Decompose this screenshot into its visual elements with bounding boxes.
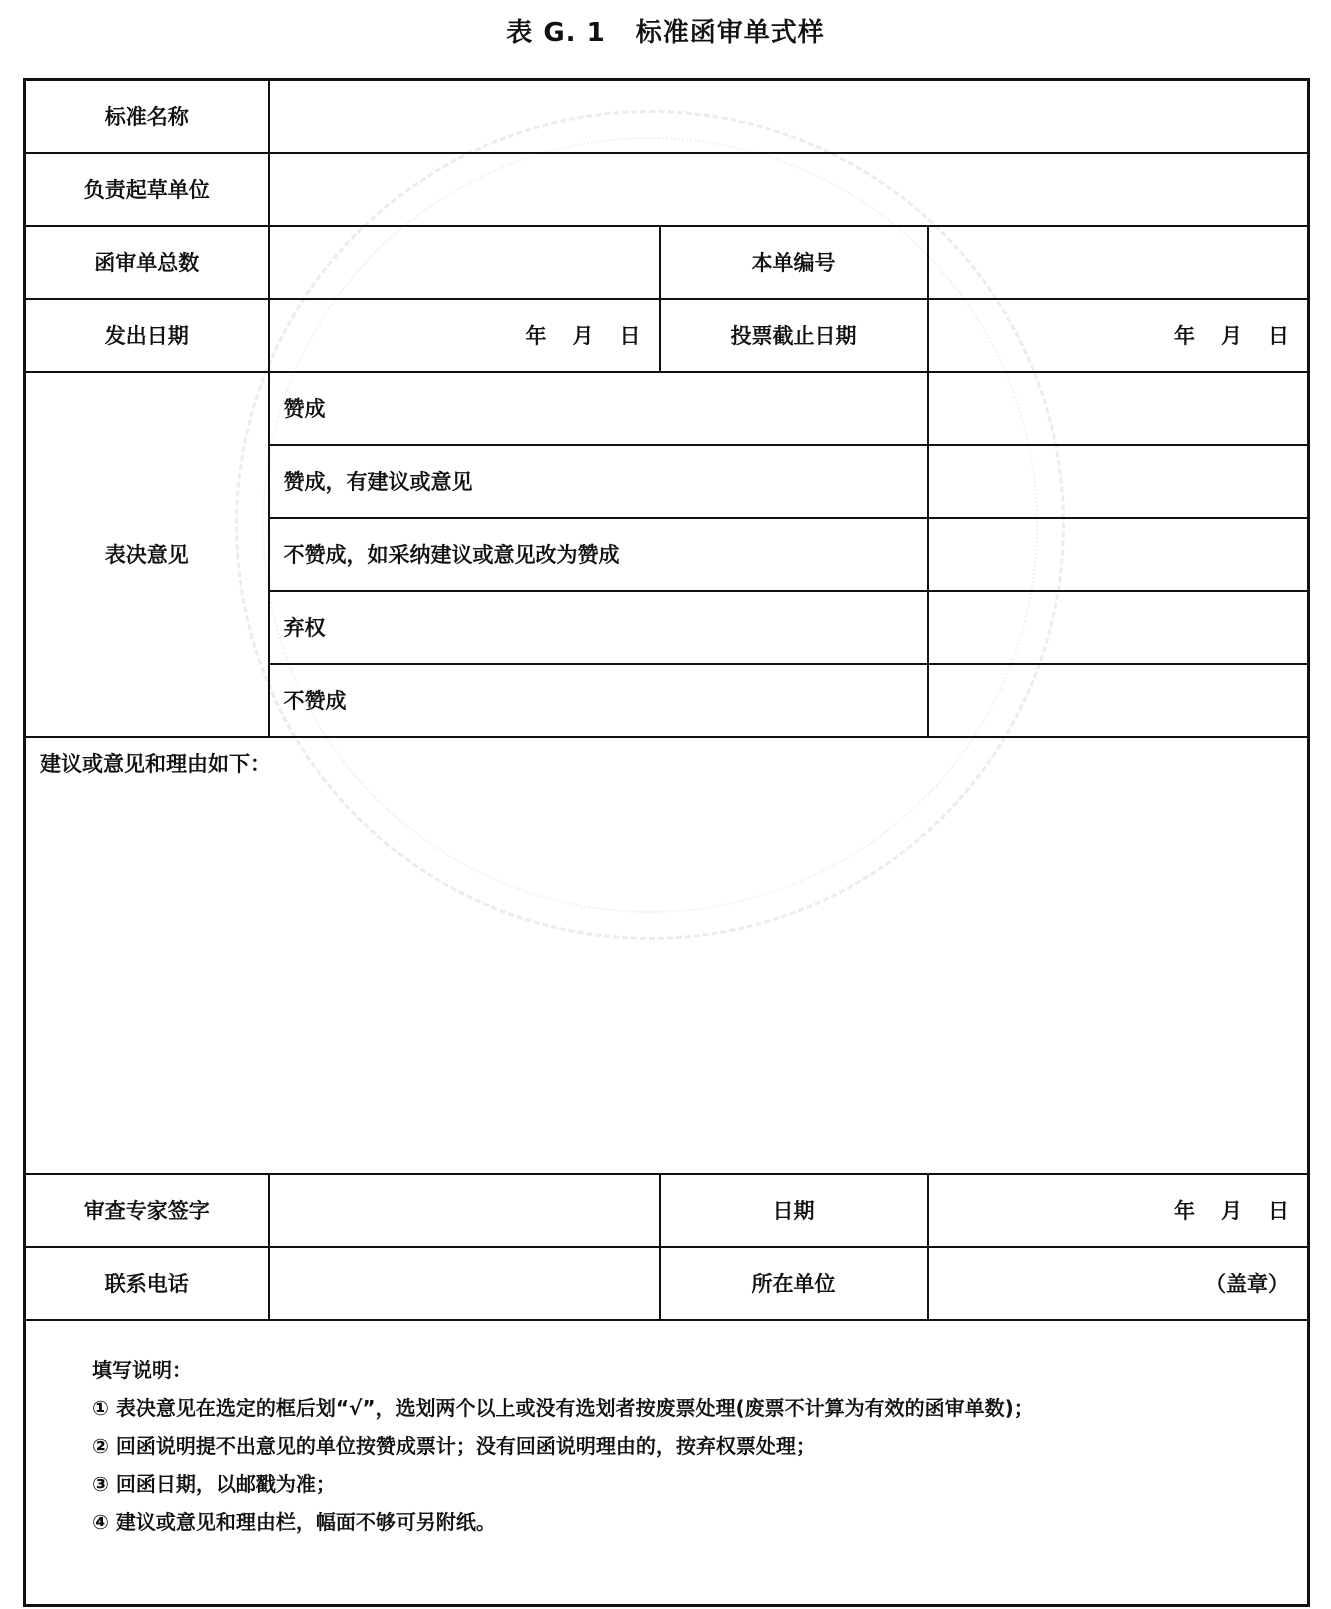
vote-option-disapprove: 不赞成: [269, 664, 928, 737]
standard-name-field[interactable]: [269, 80, 1309, 153]
phone-field[interactable]: [269, 1247, 660, 1320]
issue-year-label: 年: [525, 324, 547, 348]
drafting-unit-label: 负责起草单位: [25, 153, 269, 226]
issue-month-label: 月: [572, 324, 594, 348]
instructions-section: [25, 1320, 1309, 1606]
opinion-field[interactable]: [25, 737, 1309, 1174]
instruction-item: ③ 回函日期，以邮戳为准；: [92, 1471, 336, 1496]
vote-checkbox-abstain[interactable]: [928, 591, 1309, 664]
table-number: 表 G. 1: [506, 18, 606, 48]
seal-label: （盖章）: [1205, 1272, 1290, 1296]
standard-name-label: 标准名称: [25, 80, 269, 153]
issue-date-field[interactable]: [269, 299, 660, 372]
signature-date-field[interactable]: [928, 1174, 1309, 1247]
instruction-item: ① 表决意见在选定的框后划“√”，选划两个以上或没有选划者按废票处理(废票不计算为有效的函审单数)；: [92, 1395, 1034, 1420]
instructions-title: 填写说明：: [92, 1357, 192, 1382]
signature-date-label: 日期: [660, 1174, 928, 1247]
vote-deadline-field[interactable]: [928, 299, 1309, 372]
vote-label: 表决意见: [25, 372, 269, 737]
sign-day-label: 日: [1268, 1199, 1290, 1223]
vote-option-approve-with-comments: 赞成，有建议或意见: [269, 445, 928, 518]
vote-checkbox-conditional-disapprove[interactable]: [928, 518, 1309, 591]
issue-day-label: 日: [619, 324, 641, 348]
sign-month-label: 月: [1221, 1199, 1243, 1223]
issue-date-label: 发出日期: [25, 299, 269, 372]
unit-label: 所在单位: [660, 1247, 928, 1320]
unit-field[interactable]: [928, 1247, 1309, 1320]
deadline-year-label: 年: [1174, 324, 1196, 348]
drafting-unit-field[interactable]: [269, 153, 1309, 226]
total-count-field[interactable]: [269, 226, 660, 299]
vote-checkbox-approve-with-comments[interactable]: [928, 445, 1309, 518]
vote-option-approve: 赞成: [269, 372, 928, 445]
instruction-item: ④ 建议或意见和理由栏，幅面不够可另附纸。: [92, 1509, 496, 1534]
expert-signature-field[interactable]: [269, 1174, 660, 1247]
expert-signature-label: 审查专家签字: [25, 1174, 269, 1247]
table-caption: 标准函审单式样: [635, 18, 825, 48]
vote-checkbox-approve[interactable]: [928, 372, 1309, 445]
deadline-day-label: 日: [1268, 324, 1290, 348]
total-count-label: 函审单总数: [25, 226, 269, 299]
phone-label: 联系电话: [25, 1247, 269, 1320]
vote-checkbox-disapprove[interactable]: [928, 664, 1309, 737]
deadline-month-label: 月: [1221, 324, 1243, 348]
opinion-label: 建议或意见和理由如下：: [40, 751, 271, 776]
vote-option-abstain: 弃权: [269, 591, 928, 664]
table-title: [0, 12, 1331, 49]
review-form-table: [23, 78, 1310, 1607]
instruction-item: ② 回函说明提不出意见的单位按赞成票计；没有回函说明理由的，按弃权票处理；: [92, 1433, 816, 1458]
form-number-field[interactable]: [928, 226, 1309, 299]
vote-deadline-label: 投票截止日期: [660, 299, 928, 372]
form-number-label: 本单编号: [660, 226, 928, 299]
vote-option-conditional-disapprove: 不赞成，如采纳建议或意见改为赞成: [269, 518, 928, 591]
sign-year-label: 年: [1174, 1199, 1196, 1223]
